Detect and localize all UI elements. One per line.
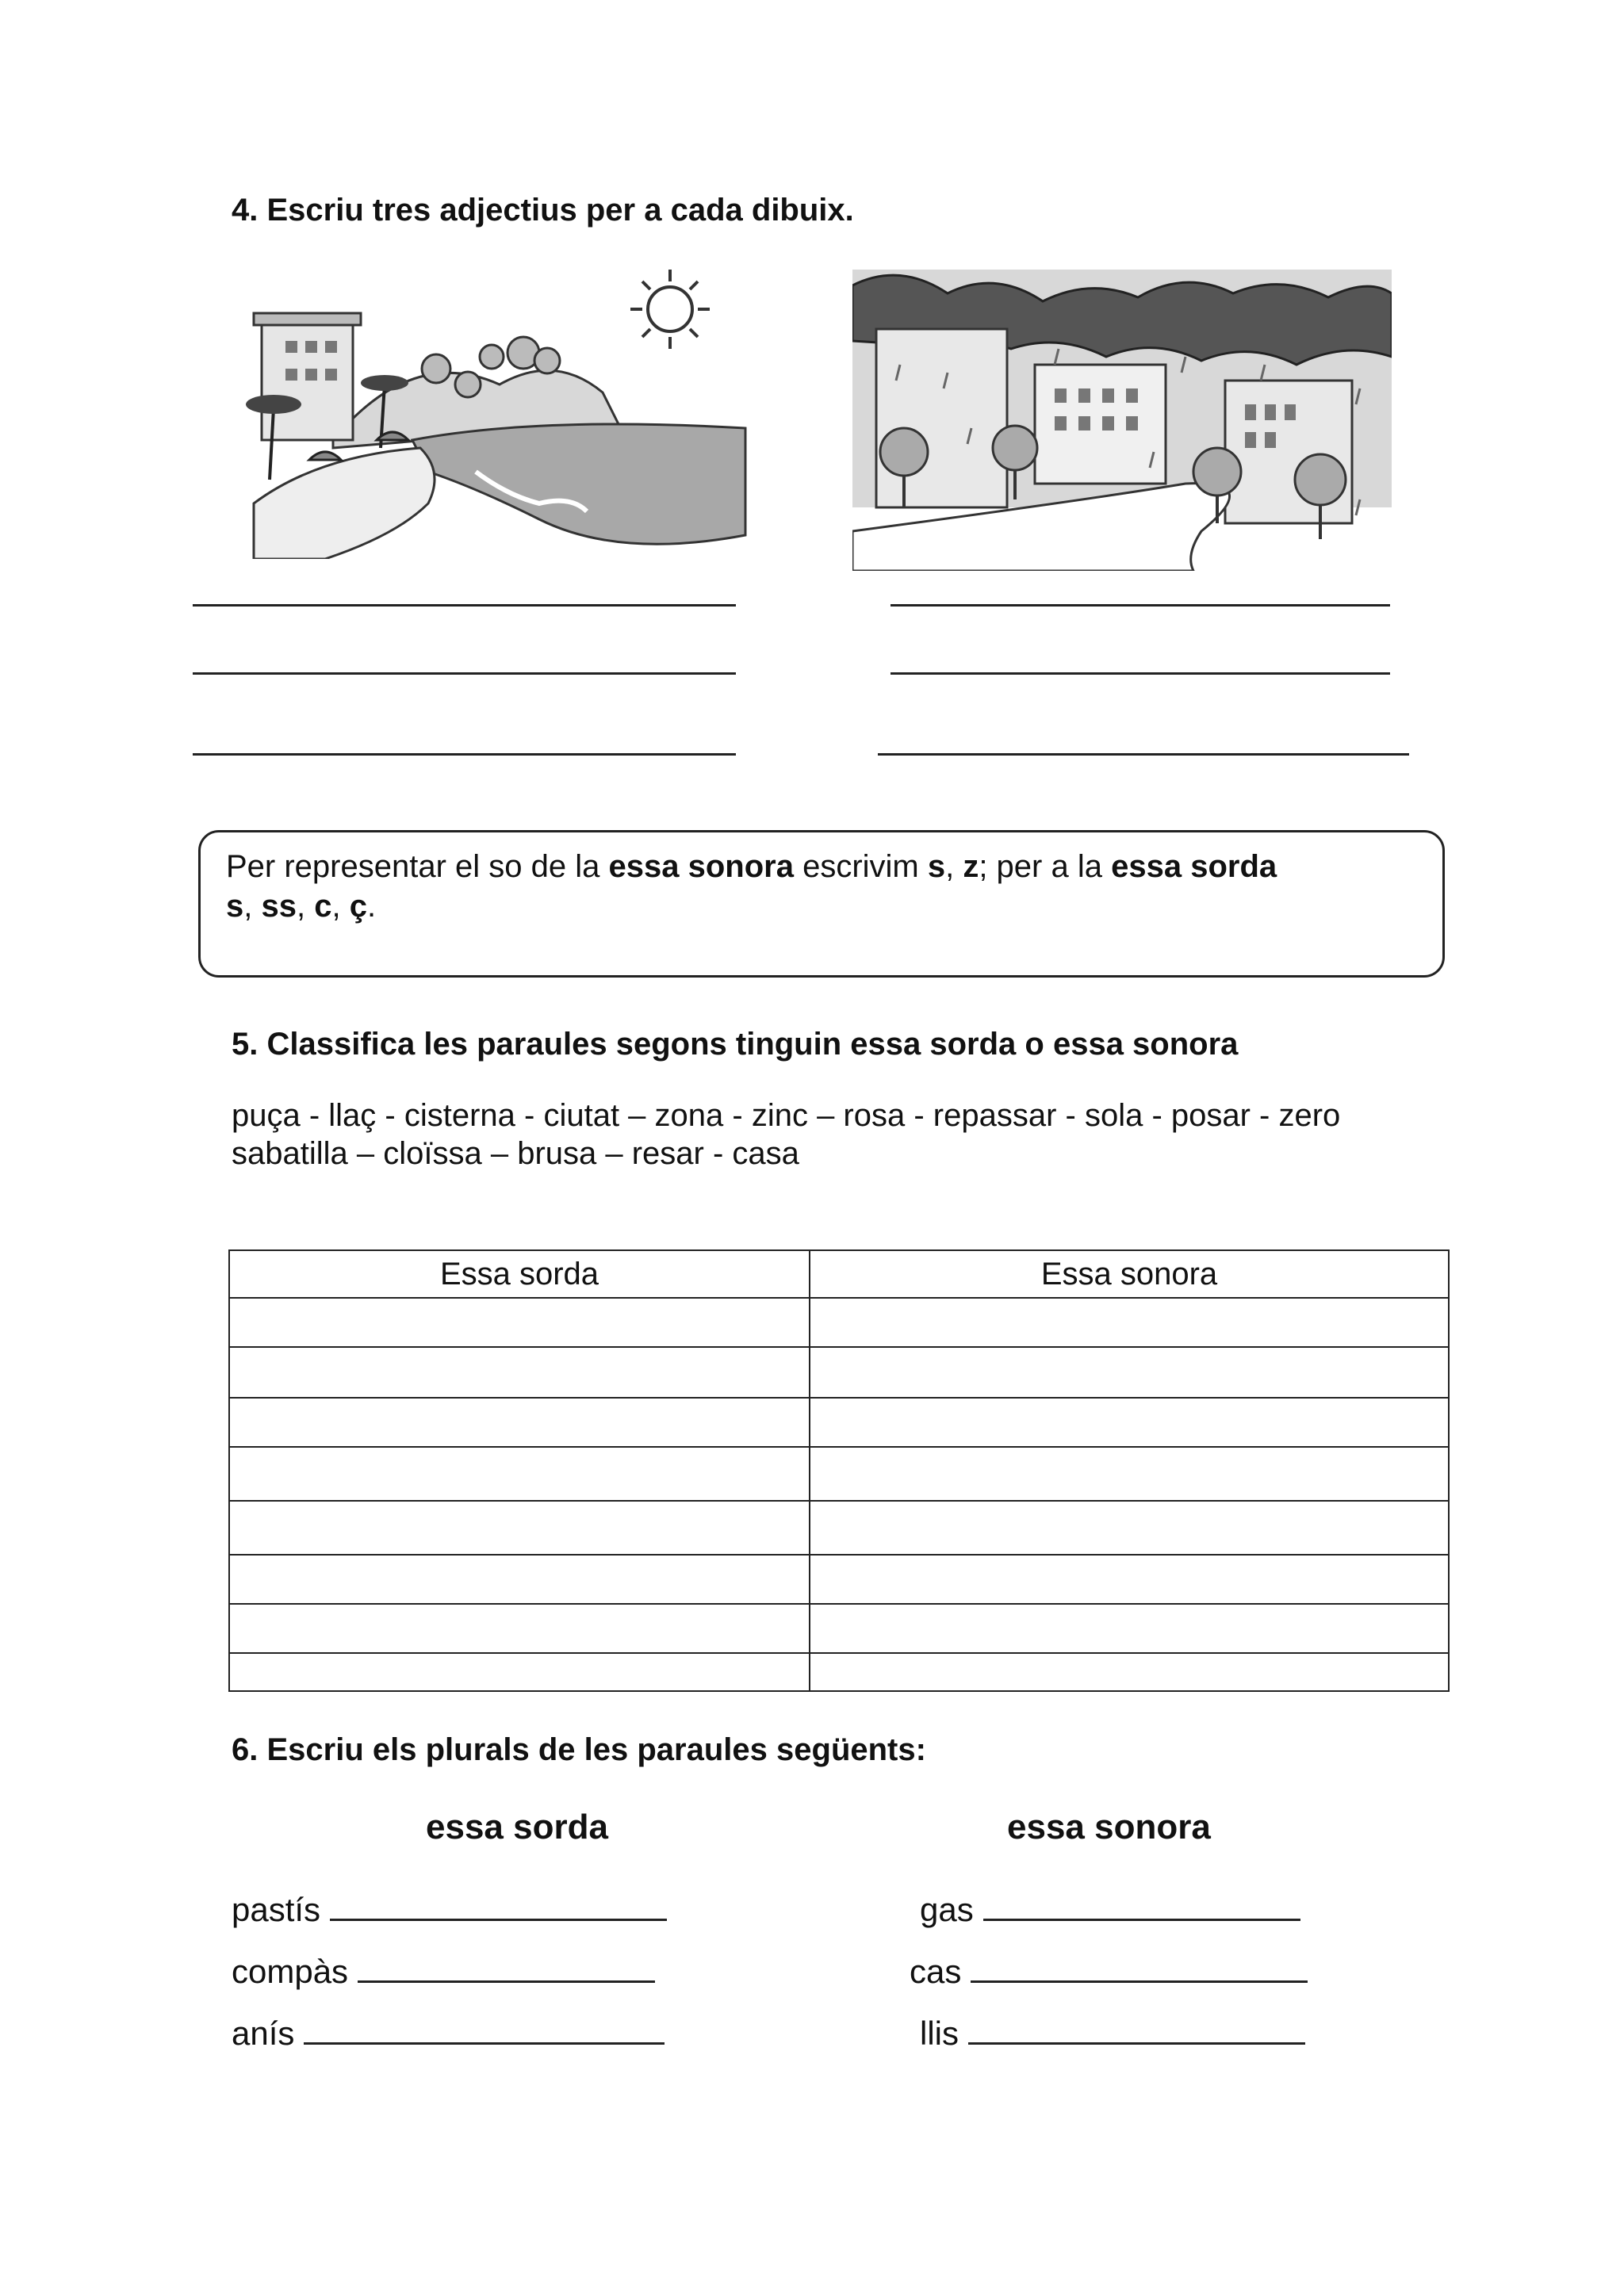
plural-item [232, 1890, 667, 1929]
table-row [229, 1398, 1449, 1447]
plural-word: anís [232, 2015, 295, 2052]
rule-text-part: , [296, 889, 315, 924]
table-cell[interactable] [810, 1555, 1449, 1604]
rule-text-part: , [243, 889, 262, 924]
answer-line[interactable] [330, 1890, 667, 1921]
plural-item [232, 2014, 665, 2053]
plural-word: pastís [232, 1891, 321, 1928]
table-cell[interactable] [229, 1555, 810, 1604]
rule-text-part: , [331, 889, 350, 924]
table-cell[interactable] [229, 1604, 810, 1653]
plural-item [920, 2014, 1305, 2053]
column-header-essa-sonora: essa sonora [1007, 1808, 1211, 1846]
rule-text-bold: ç [349, 889, 367, 924]
rule-text-bold: essa sonora [608, 849, 794, 884]
rule-text-bold: z [963, 849, 979, 884]
table-row [229, 1555, 1449, 1604]
table-row [229, 1447, 1449, 1501]
table-cell[interactable] [810, 1447, 1449, 1501]
answer-line[interactable] [193, 672, 736, 675]
rule-text-bold: essa sorda [1111, 849, 1277, 884]
table-cell[interactable] [810, 1298, 1449, 1347]
word-list-line: puça - llaç - cisterna - ciutat – zona - zinc – rosa - repassar - sola - posar - zero [232, 1098, 1341, 1133]
answer-line[interactable] [891, 672, 1390, 675]
plural-word: gas [920, 1891, 974, 1928]
answer-line[interactable] [983, 1890, 1300, 1921]
rule-text-part: . [366, 889, 377, 924]
plural-word: compàs [232, 1953, 349, 1990]
table-cell[interactable] [810, 1653, 1449, 1691]
plural-word: cas [910, 1953, 962, 1990]
exercise-4-title: 4. Escriu tres adjectius per a cada dibuix. [232, 193, 854, 228]
table-cell[interactable] [229, 1653, 810, 1691]
plural-item [910, 1952, 1308, 1991]
plural-item [232, 1952, 655, 1991]
table-cell[interactable] [229, 1298, 810, 1347]
column-header-essa-sorda: Essa sorda [229, 1250, 810, 1298]
rule-text-bold: ss [261, 889, 297, 924]
table-cell[interactable] [810, 1347, 1449, 1398]
column-header-essa-sonora: Essa sonora [810, 1250, 1449, 1298]
answer-line[interactable] [304, 2014, 665, 2045]
table-row [229, 1501, 1449, 1555]
rule-text-part: , [945, 849, 963, 884]
word-list-line: sabatilla – cloïssa – brusa – resar - casa [232, 1136, 799, 1171]
sunny-beach-scene-icon [238, 266, 753, 559]
rainy-city-scene-icon [852, 270, 1392, 571]
table-row [229, 1653, 1449, 1691]
table-cell[interactable] [810, 1398, 1449, 1447]
classification-table [228, 1249, 1450, 1692]
table-row [229, 1604, 1449, 1653]
rule-text-part: ; per a la [979, 849, 1112, 884]
plural-word: llis [920, 2015, 959, 2052]
rule-text-bold: s [226, 889, 244, 924]
answer-line[interactable] [358, 1952, 655, 1983]
table-cell[interactable] [229, 1501, 810, 1555]
plural-item [920, 1890, 1300, 1929]
answer-line[interactable] [968, 2014, 1305, 2045]
rule-text [226, 847, 1415, 926]
table-cell[interactable] [229, 1347, 810, 1398]
answer-line[interactable] [891, 604, 1390, 607]
table-row [229, 1298, 1449, 1347]
answer-line[interactable] [878, 753, 1409, 756]
column-header-essa-sorda: essa sorda [426, 1808, 608, 1846]
answer-line[interactable] [193, 753, 736, 756]
table-cell[interactable] [810, 1604, 1449, 1653]
answer-line[interactable] [971, 1952, 1308, 1983]
rule-text-bold: s [927, 849, 946, 884]
table-row [229, 1347, 1449, 1398]
rule-text-bold: c [314, 889, 332, 924]
answer-line[interactable] [193, 604, 736, 607]
rule-text-part: escrivim [793, 849, 928, 884]
table-cell[interactable] [229, 1447, 810, 1501]
word-list [232, 1096, 1340, 1173]
rule-text-part: Per representar el so de la [226, 849, 609, 884]
exercise-5-title: 5. Classifica les paraules segons tinguin essa sorda o essa sonora [232, 1027, 1239, 1062]
table-cell[interactable] [229, 1398, 810, 1447]
exercise-6-title: 6. Escriu els plurals de les paraules següents: [232, 1732, 926, 1767]
table-cell[interactable] [810, 1501, 1449, 1555]
